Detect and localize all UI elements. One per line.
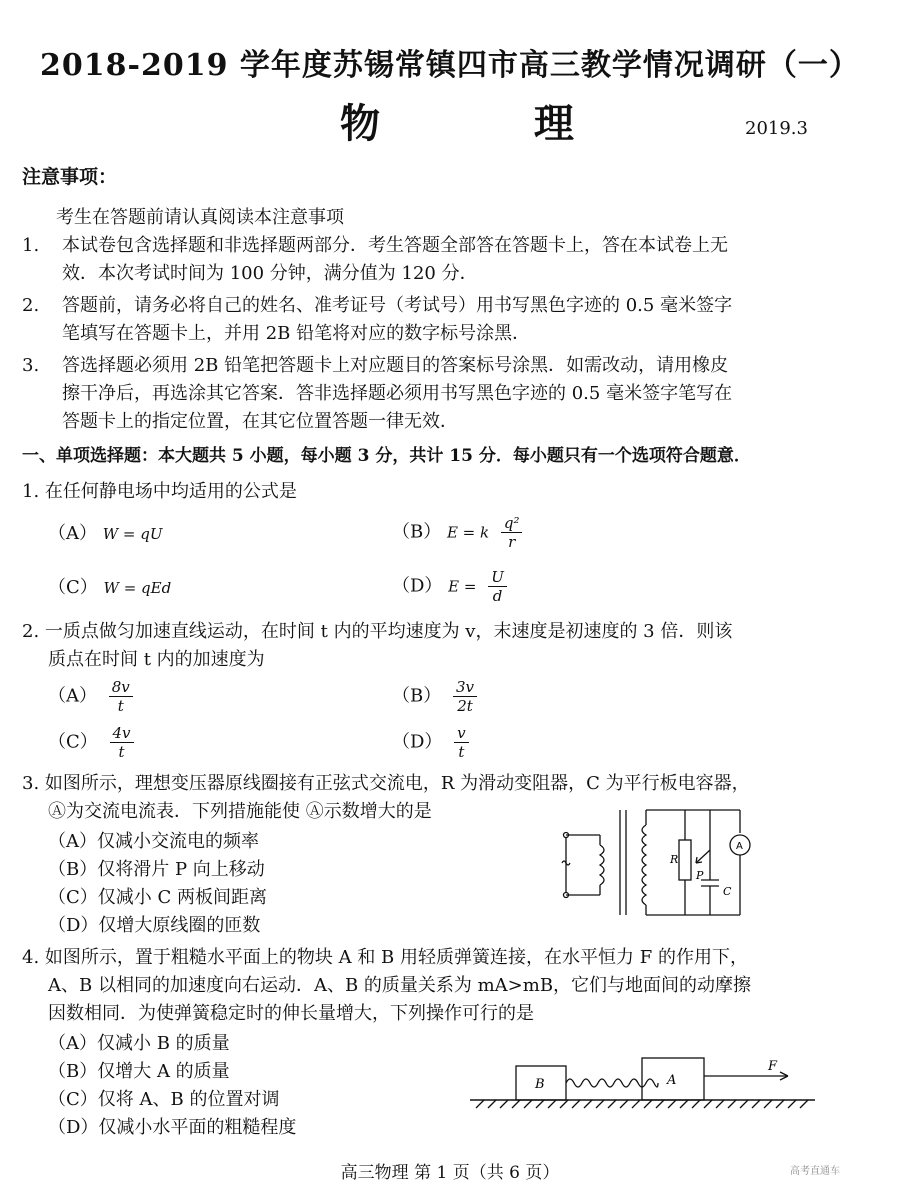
q4-option-c: （C）仅将 A、B 的位置对调 [48, 1089, 280, 1110]
q2-a-den: t [117, 697, 124, 715]
q1-b-pre: E = k [446, 523, 490, 542]
q1-option-a [48, 520, 163, 548]
q1-d-den: d [492, 587, 503, 605]
section-1-heading: 一、单项选择题：本大题共 5 小题，每小题 3 分，共计 15 分．每小题只有一个选项符合题意． [22, 446, 751, 466]
q3-fig-label-c: C [723, 885, 732, 898]
q1-option-c [48, 574, 171, 602]
q2-option-d [392, 724, 469, 761]
q2-b-den: 2t [457, 697, 473, 715]
q1-c-expr: W = qEd [103, 579, 172, 597]
q2-b-num: 3v [453, 678, 477, 697]
q1-d-num: U [488, 568, 507, 587]
q3-option-a: （A）仅减小交流电的频率 [48, 831, 259, 852]
q4-stem-line3: 因数相同．为使弹簧稳定时的伸长量增大，下列操作可行的是 [48, 1003, 534, 1024]
q2-stem-line1: 2. 一质点做匀加速直线运动，在时间 t 内的平均速度为 v，末速度是初速度的 3 倍．则该 [22, 621, 733, 642]
watermark-text: 高考直通车 [790, 1166, 840, 1177]
subject-title: 物 理 [340, 100, 644, 147]
q1-b-num: q² [501, 514, 523, 533]
q2-d-num: v [454, 724, 468, 743]
q4-option-a: （A）仅减小 B 的质量 [48, 1033, 230, 1054]
q2-c-den: t [118, 743, 125, 761]
notice-heading: 注意事项： [22, 166, 118, 188]
q2-option-a [48, 678, 133, 715]
q3-fig-label-r: R [670, 853, 679, 866]
q2-a-label: （A） [48, 685, 97, 707]
q1-b-label: （B） [392, 521, 442, 543]
q3-fig-label-p: P [696, 869, 704, 882]
q1-d-label: （D） [392, 575, 443, 597]
q3-option-b: （B）仅将滑片 P 向上移动 [48, 859, 265, 880]
notice-item-3-line3: 答题卡上的指定位置，在其它位置答题一律无效． [62, 411, 458, 432]
q2-c-frac [110, 724, 134, 761]
q4-fig-label-a: A [667, 1073, 677, 1088]
q4-block-spring-diagram [470, 1050, 820, 1110]
q1-option-b [392, 514, 522, 551]
q4-option-d: （D）仅减小水平面的粗糙程度 [48, 1117, 297, 1138]
q1-option-d [392, 568, 507, 605]
q2-stem-line2: 质点在时间 t 内的加速度为 [48, 649, 265, 670]
q3-option-d: （D）仅增大原线圈的匝数 [48, 915, 261, 936]
q2-c-num: 4v [110, 724, 134, 743]
exam-title: 2018-2019 学年度苏锡常镇四市高三教学情况调研（一） [40, 48, 860, 83]
notice-intro: 考生在答题前请认真阅读本注意事项 [56, 207, 344, 228]
q1-a-label: （A） [48, 523, 97, 544]
q3-circuit-diagram [560, 805, 780, 920]
q2-b-frac [453, 678, 477, 715]
q1-b-den: r [508, 533, 516, 551]
q2-a-num: 8v [109, 678, 133, 697]
q2-a-frac [109, 678, 133, 715]
q4-option-b: （B）仅增大 A 的质量 [48, 1061, 230, 1082]
q4-spring [566, 1079, 658, 1087]
q2-b-label: （B） [392, 685, 442, 707]
q4-stem-line2: A、B 以相同的加速度向右运动．A、B 的质量关系为 mA>mB，它们与地面间的动摩擦 [48, 975, 752, 996]
q1-a-expr: W = qU [102, 525, 163, 543]
notice-item-1-line1: 本试卷包含选择题和非选择题两部分．考生答题全部答在答题卡上，答在本试卷上无 [62, 235, 728, 256]
q1-d-frac [488, 568, 507, 605]
notice-item-3-line1: 答选择题必须用 2B 铅笔把答题卡上对应题目的答案标号涂黑．如需改动，请用橡皮 [62, 355, 729, 376]
q3-stem-line2: Ⓐ为交流电流表．下列措施能使 Ⓐ示数增大的是 [48, 801, 432, 822]
notice-item-3-line2: 擦干净后，再选涂其它答案．答非选择题必须用书写黑色字迹的 0.5 毫米签字笔写在 [62, 383, 733, 404]
q4-fig-label-f: F [768, 1059, 778, 1074]
q2-option-c [48, 724, 134, 761]
notice-item-3-num: 3. [22, 355, 40, 376]
notice-item-2-line2: 笔填写在答题卡上，并用 2B 铅笔将对应的数字标号涂黑． [62, 323, 531, 344]
q1-c-label: （C） [48, 577, 98, 598]
notice-item-2-num: 2. [22, 295, 40, 316]
q1-b-frac [501, 514, 523, 551]
q3-fig-ammeter-label: A [736, 841, 743, 852]
notice-item-1-num: 1. [22, 235, 40, 256]
q1-stem: 1. 在任何静电场中均适用的公式是 [22, 481, 297, 502]
q2-d-den: t [458, 743, 465, 761]
q4-fig-label-b: B [535, 1077, 545, 1092]
q2-c-label: （C） [48, 731, 98, 753]
q2-d-frac [454, 724, 468, 761]
q2-option-b [392, 678, 477, 715]
q3-option-c: （C）仅减小 C 两板间距离 [48, 887, 267, 908]
notice-item-1-line2: 效．本次考试时间为 100 分钟，满分值为 120 分． [62, 263, 478, 284]
exam-date: 2019.3 [745, 118, 808, 139]
q1-d-pre: E = [448, 577, 477, 596]
q2-d-label: （D） [392, 731, 443, 753]
notice-item-2-line1: 答题前，请务必将自己的姓名、准考证号（考试号）用书写黑色字迹的 0.5 毫米签字 [62, 295, 733, 316]
q3-stem-line1: 3. 如图所示，理想变压器原线圈接有正弦式交流电，R 为滑动变阻器，C 为平行板电容器， [22, 773, 750, 794]
page-footer: 高三物理 第 1 页（共 6 页） [340, 1163, 560, 1183]
q4-stem-line1: 4. 如图所示，置于粗糙水平面上的物块 A 和 B 用轻质弹簧连接，在水平恒力 F 的作用下， [22, 947, 748, 968]
